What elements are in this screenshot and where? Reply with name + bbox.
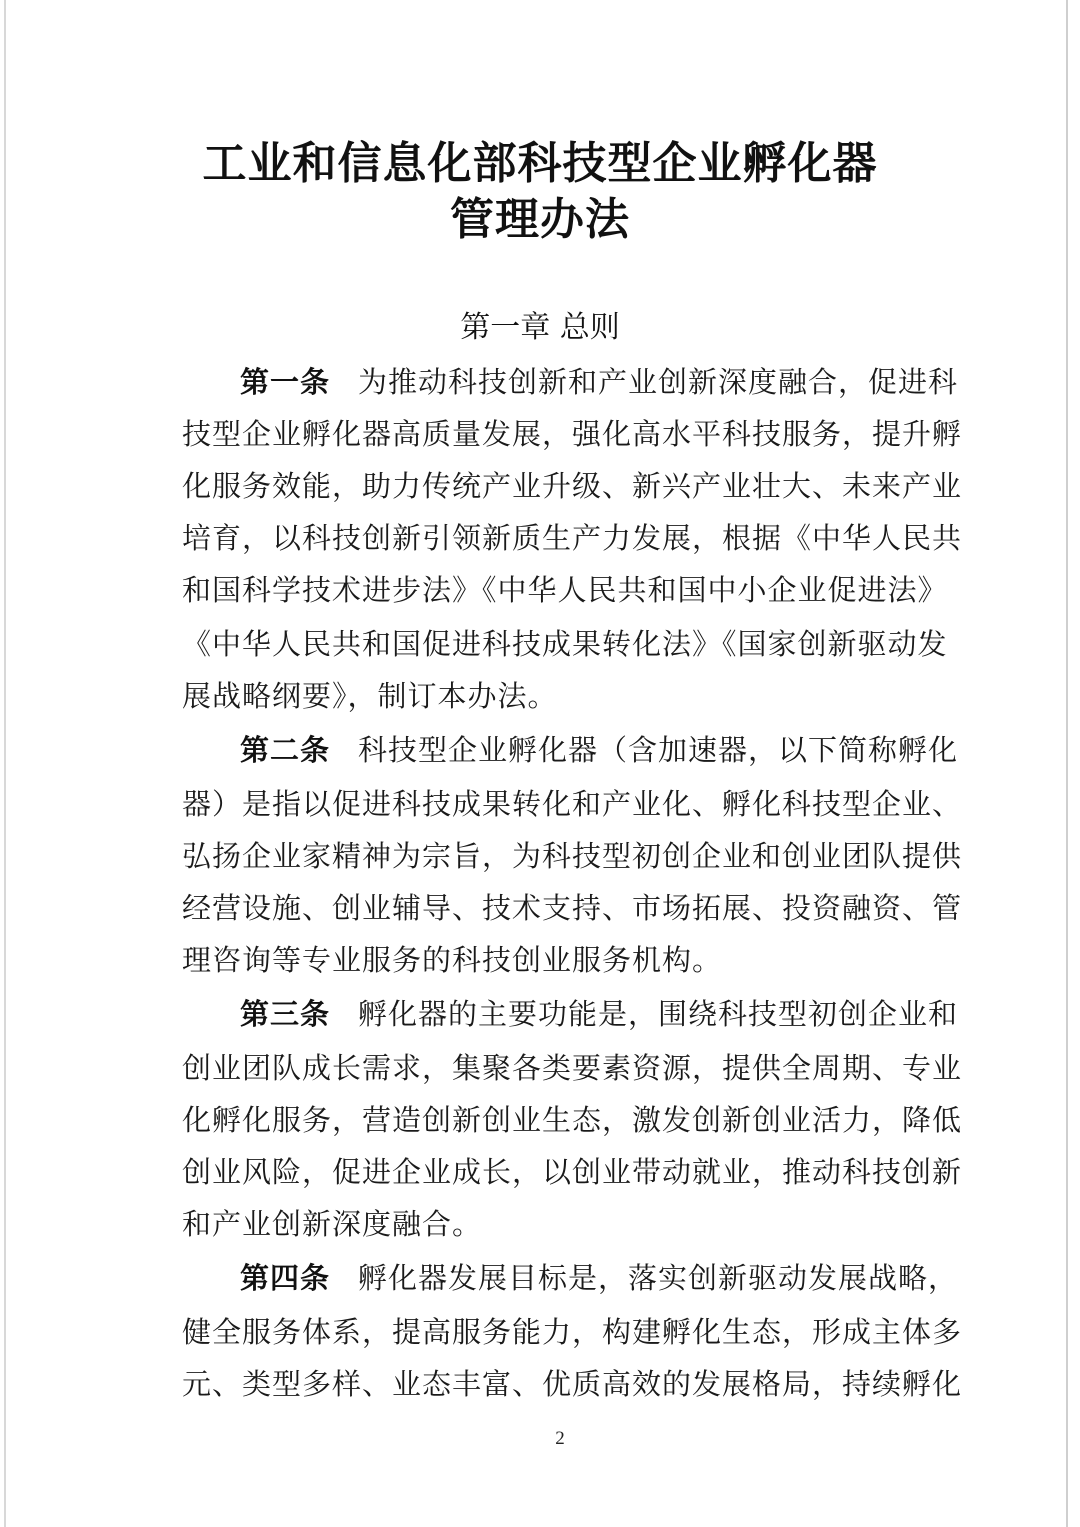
article-1-text: 为推动科技创新和产业创新深度融合，促进科: [358, 365, 959, 399]
article-3-text: 孵化器的主要功能是，围绕科技型初创企业和: [358, 997, 959, 1031]
document-title-line-1: 工业和信息化部科技型企业孵化器: [202, 138, 878, 189]
article-3-line-1: [240, 994, 959, 1034]
article-1-line-2: 技型企业孵化器高质量发展，强化高水平科技服务，提升孵: [182, 417, 963, 451]
document-title-line-2: 管理办法: [450, 194, 630, 245]
article-2-line-4: 经营设施、创业辅导、技术支持、市场拓展、投资融资、管: [182, 891, 963, 925]
article-2-line-1: [240, 730, 959, 770]
article-4-label: 第四条: [240, 1261, 331, 1295]
article-3-line-4: 创业风险，促进企业成长，以创业带动就业，推动科技创新: [182, 1155, 963, 1189]
article-1-line-5: 和国科学技术进步法》《中华人民共和国中小企业促进法》: [182, 573, 948, 607]
article-2-line-5: 理咨询等专业服务的科技创业服务机构。: [182, 943, 723, 977]
article-2-label: 第二条: [240, 733, 331, 767]
article-4-line-3: 元、类型多样、业态丰富、优质高效的发展格局，持续孵化: [182, 1367, 963, 1401]
article-2-line-3: 弘扬企业家精神为宗旨，为科技型初创企业和创业团队提供: [182, 839, 963, 873]
article-2-text: 科技型企业孵化器（含加速器，以下简称孵化: [358, 733, 959, 767]
article-4-line-1: [240, 1258, 959, 1298]
page-number: 2: [555, 1428, 565, 1449]
article-3-line-5: 和产业创新深度融合。: [182, 1207, 483, 1241]
article-3-label: 第三条: [240, 997, 331, 1031]
article-4-text: 孵化器发展目标是，落实创新驱动发展战略，: [358, 1261, 959, 1295]
article-1-label: 第一条: [240, 365, 331, 399]
article-1-line-3: 化服务效能，助力传统产业升级、新兴产业壮大、未来产业: [182, 469, 963, 503]
article-1-line-4: 培育，以科技创新引领新质生产力发展，根据《中华人民共: [182, 521, 963, 555]
article-1-line-6: 《中华人民共和国促进科技成果转化法》《国家创新驱动发: [182, 627, 948, 661]
article-4-line-2: 健全服务体系，提高服务能力，构建孵化生态，形成主体多: [182, 1315, 963, 1349]
article-1-line-7: 展战略纲要》，制订本办法。: [182, 679, 558, 713]
article-3-line-2: 创业团队成长需求，集聚各类要素资源，提供全周期、专业: [182, 1051, 963, 1085]
article-2-line-2: 器）是指以促进科技成果转化和产业化、孵化科技型企业、: [182, 787, 963, 821]
article-1-line-1: [240, 362, 959, 402]
chapter-heading: 第一章 总则: [460, 310, 620, 345]
article-3-line-3: 化孵化服务，营造创新创业生态，激发创新创业活力，降低: [182, 1103, 963, 1137]
